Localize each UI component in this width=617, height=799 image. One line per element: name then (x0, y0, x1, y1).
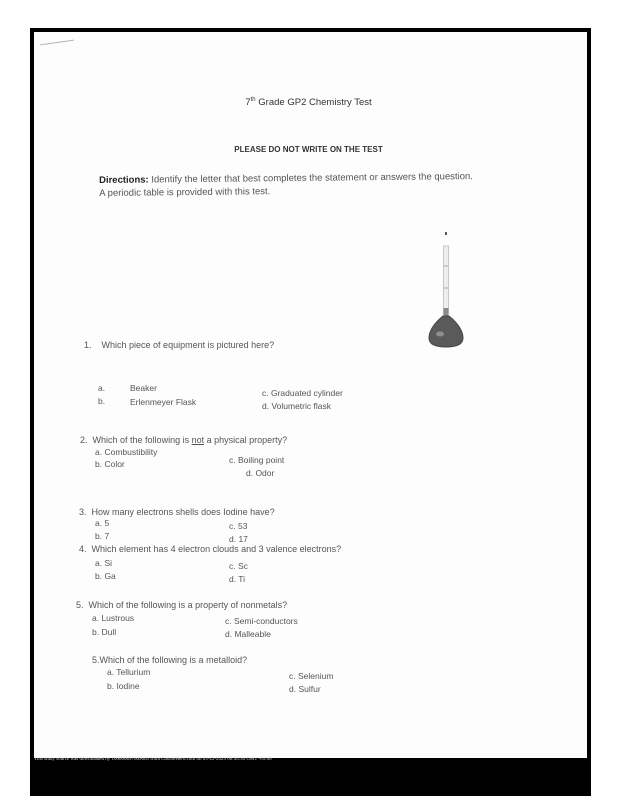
question-3-text: How many electrons shells does Iodine have? (91, 507, 275, 517)
question-3-option-b: b. 7 (95, 531, 110, 541)
question-1-text: Which piece of equipment is pictured here? (101, 340, 275, 350)
question-6-text: Which of the following is a metalloid? (99, 655, 248, 665)
question-6 (92, 655, 247, 665)
question-3 (79, 507, 275, 517)
question-5-option-d: d. Malleable (225, 629, 271, 639)
question-6-option-b: b. Iodine (107, 681, 140, 691)
page-title: 7th Grade GP2 Chemistry Test (245, 97, 372, 109)
question-2-option-a: a. Combustibility (95, 447, 158, 457)
download-footer: This study source was downloaded by 100000897669663 from CourseHero.com on 03-22-2025 06:30:30 GMT -05:00 (34, 757, 272, 762)
question-1 (84, 340, 274, 350)
question-4-text: Which element has 4 electron clouds and 3 valence electrons? (91, 544, 342, 554)
question-4-number: 4. (79, 544, 87, 554)
directions (99, 170, 473, 200)
question-5 (76, 600, 287, 610)
question-5-option-b: b. Dull (92, 627, 117, 637)
question-2-option-b: b. Color (95, 459, 125, 469)
question-1-option-b: Erlenmeyer Flask (130, 397, 197, 407)
directions-line-1: Identify the letter that best completes the statement or answers the question. (148, 171, 473, 186)
question-4-option-a: a. Si (95, 558, 113, 568)
question-1-option-a: Beaker (130, 383, 157, 393)
question-2: 2. Which of the following is not a physical property? (80, 435, 288, 445)
question-4 (79, 544, 341, 554)
question-1-option-b-letter: b. (98, 396, 106, 406)
question-4-option-d: d. Ti (229, 574, 246, 584)
question-3-option-d: d. 17 (229, 534, 248, 544)
question-4-option-c: c. Sc (229, 561, 248, 571)
question-6-number: 5. (92, 655, 100, 665)
question-2-option-c: c. Boiling point (229, 455, 285, 465)
question-6-option-d: d. Sulfur (289, 684, 321, 694)
warning-notice: PLEASE DO NOT WRITE ON THE TEST (234, 145, 383, 154)
question-6-option-a: a. Tellurium (107, 667, 151, 677)
question-4-option-b: b. Ga (95, 571, 116, 581)
question-3-option-c: c. 53 (229, 521, 248, 531)
question-1-option-c: c. Graduated cylinder (262, 388, 343, 398)
question-3-number: 3. (79, 507, 87, 517)
bottom-bar (30, 758, 591, 796)
question-5-text: Which of the following is a property of nonmetals? (88, 600, 288, 610)
question-1-option-a-letter: a. (98, 383, 106, 393)
question-1-option-d: d. Volumetric flask (262, 401, 331, 411)
question-2-option-d: d. Odor (246, 468, 275, 478)
question-2-underlined-word: not (191, 435, 205, 445)
question-6-option-c: c. Selenium (289, 671, 334, 681)
directions-line-2: A periodic table is provided with this test. (99, 186, 271, 199)
question-1-number: 1. (84, 340, 92, 350)
question-5-option-a: a. Lustrous (92, 613, 135, 623)
question-5-number: 5. (76, 600, 84, 610)
question-5-option-c: c. Semi-conductors (225, 616, 298, 626)
question-2-number: 2. (80, 435, 88, 445)
volumetric-flask-icon (418, 226, 468, 351)
question-3-option-a: a. 5 (95, 518, 110, 528)
directions-label: Directions: (99, 174, 149, 186)
